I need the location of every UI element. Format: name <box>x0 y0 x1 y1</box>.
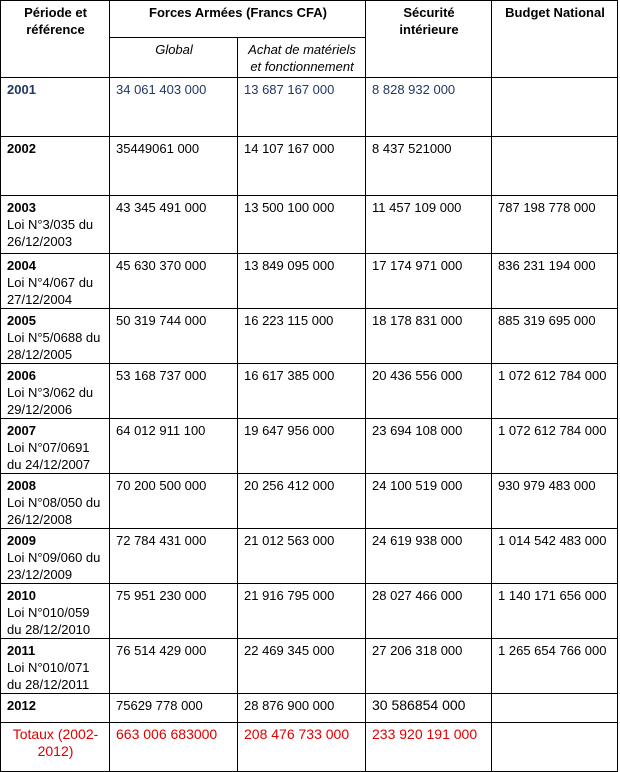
year-label: 2007 <box>7 423 36 438</box>
budget-cell <box>492 694 618 723</box>
year-label: 2003 <box>7 200 36 215</box>
totals-row <box>1 723 618 772</box>
totals-global: 663 006 683000 <box>110 723 238 772</box>
securite-cell: 8 828 932 000 <box>366 78 492 137</box>
budget-cell <box>492 78 618 137</box>
table-row <box>1 254 618 309</box>
global-cell: 72 784 431 000 <box>110 529 238 584</box>
period-cell <box>1 309 110 364</box>
law-reference: Loi N°010/071 du 28/12/2011 <box>7 660 90 692</box>
achat-cell: 28 876 900 000 <box>238 694 366 723</box>
period-cell <box>1 419 110 474</box>
securite-cell: 27 206 318 000 <box>366 639 492 694</box>
year-label: 2008 <box>7 478 36 493</box>
securite-cell: 30 586854 000 <box>366 694 492 723</box>
year-label: 2001 <box>7 82 36 97</box>
table-row <box>1 474 618 529</box>
period-cell <box>1 78 110 137</box>
budget-cell: 930 979 483 000 <box>492 474 618 529</box>
achat-cell: 13 849 095 000 <box>238 254 366 309</box>
securite-cell: 20 436 556 000 <box>366 364 492 419</box>
year-label: 2005 <box>7 313 36 328</box>
global-cell: 75629 778 000 <box>110 694 238 723</box>
securite-cell: 23 694 108 000 <box>366 419 492 474</box>
securite-cell: 17 174 971 000 <box>366 254 492 309</box>
law-reference: Loi N°3/035 du 26/12/2003 <box>7 217 94 249</box>
global-cell: 76 514 429 000 <box>110 639 238 694</box>
securite-cell: 18 178 831 000 <box>366 309 492 364</box>
achat-cell: 13 500 100 000 <box>238 196 366 254</box>
year-label: 2012 <box>7 698 36 713</box>
achat-cell: 16 617 385 000 <box>238 364 366 419</box>
achat-cell: 13 687 167 000 <box>238 78 366 137</box>
global-cell: 45 630 370 000 <box>110 254 238 309</box>
totals-budget <box>492 723 618 772</box>
global-cell: 53 168 737 000 <box>110 364 238 419</box>
header-global: Global <box>110 38 238 78</box>
achat-cell: 22 469 345 000 <box>238 639 366 694</box>
law-reference: Loi N°3/062 du 29/12/2006 <box>7 385 94 417</box>
securite-cell: 28 027 466 000 <box>366 584 492 639</box>
global-cell: 50 319 744 000 <box>110 309 238 364</box>
law-reference: Loi N°5/0688 du 28/12/2005 <box>7 330 101 362</box>
year-label: 2006 <box>7 368 36 383</box>
year-label: 2010 <box>7 588 36 603</box>
period-cell <box>1 529 110 584</box>
table-row <box>1 694 618 723</box>
table-row <box>1 196 618 254</box>
budget-cell: 1 265 654 766 000 <box>492 639 618 694</box>
period-cell <box>1 474 110 529</box>
table-row <box>1 364 618 419</box>
totals-securite: 233 920 191 000 <box>366 723 492 772</box>
header-forces: Forces Armées (Francs CFA) <box>110 1 366 38</box>
securite-cell: 24 619 938 000 <box>366 529 492 584</box>
year-label: 2011 <box>7 643 36 658</box>
budget-cell: 787 198 778 000 <box>492 196 618 254</box>
table-row <box>1 584 618 639</box>
header-row <box>1 1 618 38</box>
budget-cell: 1 014 542 483 000 <box>492 529 618 584</box>
budget-cell: 1 140 171 656 000 <box>492 584 618 639</box>
global-cell: 34 061 403 000 <box>110 78 238 137</box>
period-cell <box>1 137 110 196</box>
header-achat: Achat de matériels et fonctionnement <box>238 38 366 78</box>
achat-cell: 21 012 563 000 <box>238 529 366 584</box>
global-cell: 35449061 000 <box>110 137 238 196</box>
budget-cell <box>492 137 618 196</box>
securite-cell: 24 100 519 000 <box>366 474 492 529</box>
table-row <box>1 137 618 196</box>
totals-label: Totaux (2002-2012) <box>1 723 110 772</box>
header-period: Période et référence <box>1 1 110 78</box>
law-reference: Loi N°08/050 du 26/12/2008 <box>7 495 101 527</box>
achat-cell: 20 256 412 000 <box>238 474 366 529</box>
year-label: 2009 <box>7 533 36 548</box>
law-reference: Loi N°07/0691 du 24/12/2007 <box>7 440 91 472</box>
period-cell <box>1 254 110 309</box>
table-row <box>1 529 618 584</box>
table-row <box>1 78 618 137</box>
global-cell: 43 345 491 000 <box>110 196 238 254</box>
period-cell <box>1 196 110 254</box>
securite-cell: 8 437 521000 <box>366 137 492 196</box>
table-row <box>1 639 618 694</box>
budget-cell: 885 319 695 000 <box>492 309 618 364</box>
budget-cell: 1 072 612 784 000 <box>492 419 618 474</box>
achat-cell: 14 107 167 000 <box>238 137 366 196</box>
period-cell <box>1 584 110 639</box>
law-reference: Loi N°09/060 du 23/12/2009 <box>7 550 101 582</box>
period-cell <box>1 639 110 694</box>
table-body <box>1 78 618 723</box>
table-row <box>1 309 618 364</box>
year-label: 2004 <box>7 258 36 273</box>
budget-cell: 1 072 612 784 000 <box>492 364 618 419</box>
totals-achat: 208 476 733 000 <box>238 723 366 772</box>
securite-cell: 11 457 109 000 <box>366 196 492 254</box>
achat-cell: 19 647 956 000 <box>238 419 366 474</box>
header-securite: Sécurité intérieure <box>366 1 492 78</box>
year-label: 2002 <box>7 141 36 156</box>
law-reference: Loi N°4/067 du 27/12/2004 <box>7 275 94 307</box>
period-cell <box>1 694 110 723</box>
global-cell: 64 012 911 100 <box>110 419 238 474</box>
header-budget: Budget National <box>492 1 618 78</box>
budget-cell: 836 231 194 000 <box>492 254 618 309</box>
global-cell: 70 200 500 000 <box>110 474 238 529</box>
law-reference: Loi N°010/059 du 28/12/2010 <box>7 605 91 637</box>
achat-cell: 21 916 795 000 <box>238 584 366 639</box>
table-row <box>1 419 618 474</box>
achat-cell: 16 223 115 000 <box>238 309 366 364</box>
period-cell <box>1 364 110 419</box>
global-cell: 75 951 230 000 <box>110 584 238 639</box>
